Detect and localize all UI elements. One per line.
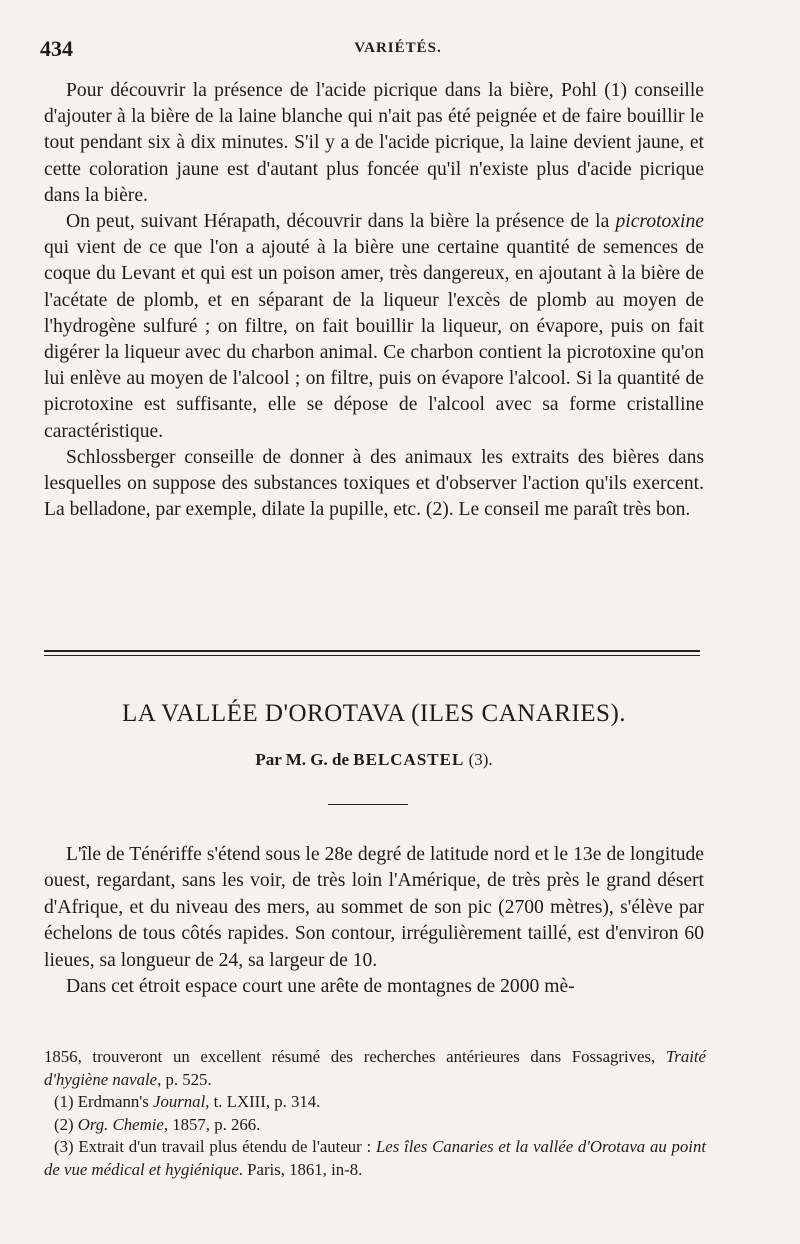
byline — [44, 750, 704, 770]
footnote-2: (2) Org. Chemie, 1857, p. 266. — [54, 1114, 261, 1134]
footnote-continuation: 1856, trouveront un excellent résumé des recherches antérieures dans Fossagrives, Traité d'hygiène navale, p. 525. — [44, 1047, 706, 1089]
footnote-3: (3) Extrait d'un travail plus étendu de l'auteur : Les îles Canaries et la vallée d'Orotava au point de vue médical et hygiénique. Paris, 1861, in-8. — [44, 1137, 706, 1179]
paragraph-picrotoxine: On peut, suivant Hérapath, découvrir dans la bière la présence de la picrotoxine qui vient de ce que l'on a ajouté à la bière une certaine quantité de semences de coque du Levant et qui est un poison amer, très dangereux, en ajoutant à la bière de l'acétate de plomb, et en séparant de la liqueur l'excès de plomb au moyen de l'hydrogène sulfuré ; on filtre, on fait bouillir la liqueur, on évapore, puis on fait digérer la liqueur avec du charbon animal. Ce charbon contient la picrotoxine qu'on lui enlève au moyen de l'alcool ; on filtre, puis on évapore l'alcool. Si la quantité de picrotoxine est suffisante, elle se dépose de l'alcool avec sa forme cristalline caractéristique. — [44, 211, 704, 442]
section-divider — [44, 650, 700, 656]
byline-prefix: Par M. G. de — [255, 750, 350, 769]
article-body — [44, 842, 704, 1000]
paragraph-schlossberger: Schlossberger conseille de donner à des animaux les extraits des bières dans lesquelles on suppose des substances toxiques et d'observer l'action qu'ils exercent. La belladone, par exemple, dilate la pupille, etc. (2). Le conseil me paraît très bon. — [44, 446, 704, 521]
running-title: VARIÉTÉS. — [354, 40, 442, 56]
paragraph-picric-acid: Pour découvrir la présence de l'acide picrique dans la bière, Pohl (1) conseille d'ajouter à la bière de la laine blanche qui n'ait pas été peignée et de faire bouillir le tout pendant six à dix minutes. S'il y a de l'acide picrique, la laine devient jaune, et cette coloration jaune est d'autant plus foncée qu'il n'existe plus d'acide picrique dans la bière. — [44, 80, 704, 206]
footnotes — [44, 1046, 706, 1182]
footnote-1: (1) Erdmann's Journal, t. LXIII, p. 314. — [54, 1092, 321, 1112]
previous-article-text — [44, 78, 704, 523]
paragraph-mountains: Dans cet étroit espace court une arête de montagnes de 2000 mè- — [66, 976, 575, 998]
byline-note-ref: (3). — [464, 750, 493, 769]
byline-author: BELCASTEL — [353, 750, 465, 769]
page-number: 434 — [40, 36, 73, 61]
term-picrotoxine: picrotoxine — [615, 211, 704, 233]
running-head — [40, 36, 756, 66]
title-rule — [328, 804, 408, 805]
article-title: LA VALLÉE D'OROTAVA (ILES CANARIES). — [121, 700, 627, 727]
paragraph-tenerife: L'île de Ténériffe s'étend sous le 28e degré de latitude nord et le 13e de longitude ouest, regardant, sans les voir, de très loin l'Amérique, de très près le grand désert d'Afrique, et du niveau des mers, au sommet de son pic (2700 mètres), s'élève par échelons de tous côtés rapides. Son contour, irrégulièrement taillé, est d'environ 60 lieues, sa longueur de 24, sa largeur de 10. — [44, 844, 704, 971]
